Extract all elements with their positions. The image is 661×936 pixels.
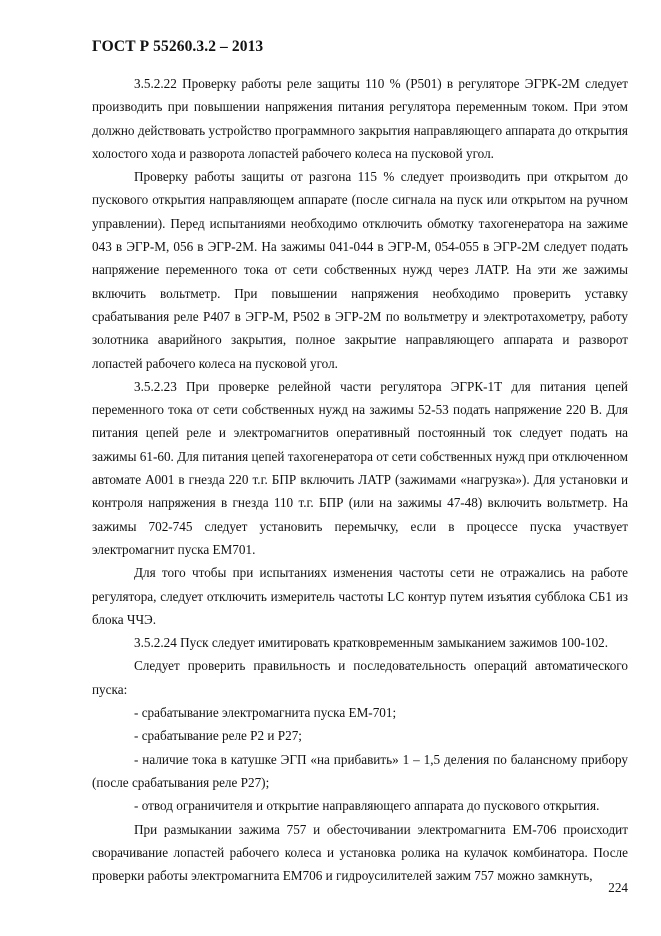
list-item-egp-current: - наличие тока в катушке ЭГП «на прибавить» 1 – 1,5 деления по балансному прибору (после срабатывания реле Р27);	[92, 751, 628, 790]
paragraph-3-5-2-24: 3.5.2.24 Пуск следует имитировать кратковременным замыканием зажимов 100-102.	[134, 635, 609, 651]
page-number: 224	[608, 880, 628, 895]
paragraph-overspeed-protection: Проверку работы защиты от разгона 115 % следует производить при открытом до пускового открытия направляющем аппарате (после сигнала на пуск или открытом на ручном управлении). Перед испытаниями необходимо отключить обмотку тахогенератора на зажиме 043 в ЭГР-М, 056 в ЭГР-2М. На зажимы 041-044 в ЭГР-М, 054-055 в ЭГР-2М следует подать напряжение переменного тока от сети собственных нужд через ЛАТР. На эти же зажимы включить вольтметр. При повышении напряжения необходимо проверить уставку срабатывания реле Р407 в ЭГР-М, Р502 в ЭГР-2М по вольтметру и электротахометру, работу золотника аварийного закрытия, полное закрытие направляющего аппарата и разворот лопастей рабочего колеса на пусковой угол.	[92, 169, 628, 371]
list-item-limiter: - отвод ограничителя и открытие направляющего аппарата до пускового открытия.	[134, 798, 600, 814]
paragraph-clamp-757: При размыкании зажима 757 и обесточивании электромагнита ЕМ-706 происходит сворачивание лопастей рабочего колеса и установка ролика на кулачок комбинатора. После проверки работы электромагнита ЕМ706 и гидроусилителей зажим 757 можно замкнуть,	[92, 821, 628, 884]
paragraph-startup-check: Следует проверить правильность и последовательность операций автоматического пуска:	[92, 658, 628, 697]
paragraph-3-5-2-22: 3.5.2.22 Проверку работы реле защиты 110 % (Р501) в регуляторе ЭГРК-2М следует производить при повышении напряжения питания регулятора переменным током. При этом должно действовать устройство программного закрытия направляющего аппарата до открытия холостого хода и разворота лопастей рабочего колеса на пусковой угол.	[92, 76, 628, 161]
list-item-em701: - срабатывание электромагнита пуска ЕМ-701;	[134, 705, 397, 721]
paragraph-3-5-2-23: 3.5.2.23 При проверке релейной части регулятора ЭГРК-1Т для питания цепей переменного тока от сети собственных нужд на зажимы 52-53 подать напряжение 220 В. Для питания цепей реле и электромагнитов оперативный постоянный ток следует подать на зажимы 61-60. Для питания цепей тахогенератора от сети собственных нужд при отключенном автомате А001 в гнезда 220 т.г. БПР включить ЛАТР (зажимами «нагрузка»). Для установки и контроля напряжения в гнезда 110 т.г. БПР (или на зажимы 47-48) включить вольтметр. На зажимы 702-745 следует установить перемычку, если в процессе пуска участвует электромагнит пуска ЕМ701.	[92, 378, 628, 557]
standard-header: ГОСТ Р 55260.3.2 – 2013	[92, 38, 264, 55]
paragraph-frequency-meter: Для того чтобы при испытаниях изменения частоты сети не отражались на работе регулятора, следует отключить измеритель частоты LC контур путем изъятия субблока СБ1 из блока ЧЧЭ.	[92, 565, 628, 627]
document-body	[92, 72, 628, 887]
list-item-relays: - срабатывание реле Р2 и Р27;	[134, 728, 302, 744]
